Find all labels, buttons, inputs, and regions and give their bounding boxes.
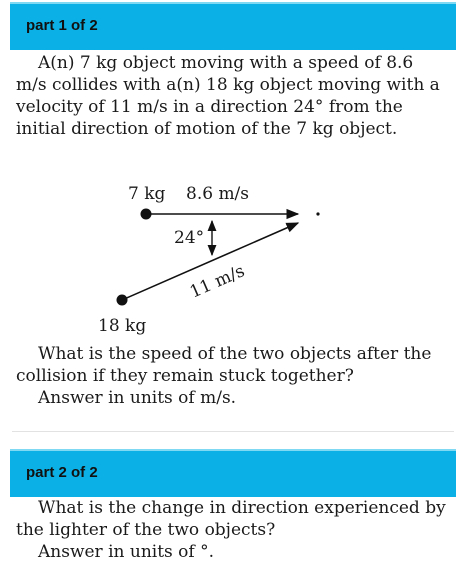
part1-problem-text: A(n) 7 kg object moving with a speed of 8.6 m/s collides with a(n) 18 kg object moving with a velocity of 11 m/s in a direction 24° from the initial direction of motion of the 7 kg object. — [16, 53, 440, 139]
part2-answer-units: Answer in units of °. — [38, 542, 215, 562]
mass1-label: 7 kg — [128, 184, 166, 204]
part2-header-label: part 2 of 2 — [26, 464, 98, 481]
speed1-label: 8.6 m/s — [186, 184, 250, 204]
part2-question: What is the change in direction experienced by the lighter of the two objects? — [16, 498, 446, 540]
reference-dot — [316, 212, 319, 215]
part2-question-block — [16, 497, 446, 563]
part1-header — [10, 2, 456, 50]
part1-header-label: part 1 of 2 — [26, 17, 98, 34]
part1-question-block — [16, 343, 446, 409]
section-divider — [12, 431, 454, 432]
angle-label: 24° — [174, 228, 205, 248]
part2-header — [10, 449, 456, 497]
mass2-label: 18 kg — [98, 316, 147, 336]
part1-answer-units: Answer in units of m/s. — [38, 388, 237, 408]
collision-diagram — [0, 180, 466, 340]
speed2-label: 11 m/s — [186, 261, 248, 303]
part1-question: What is the speed of the two objects after the collision if they remain stuck together? — [16, 344, 432, 386]
